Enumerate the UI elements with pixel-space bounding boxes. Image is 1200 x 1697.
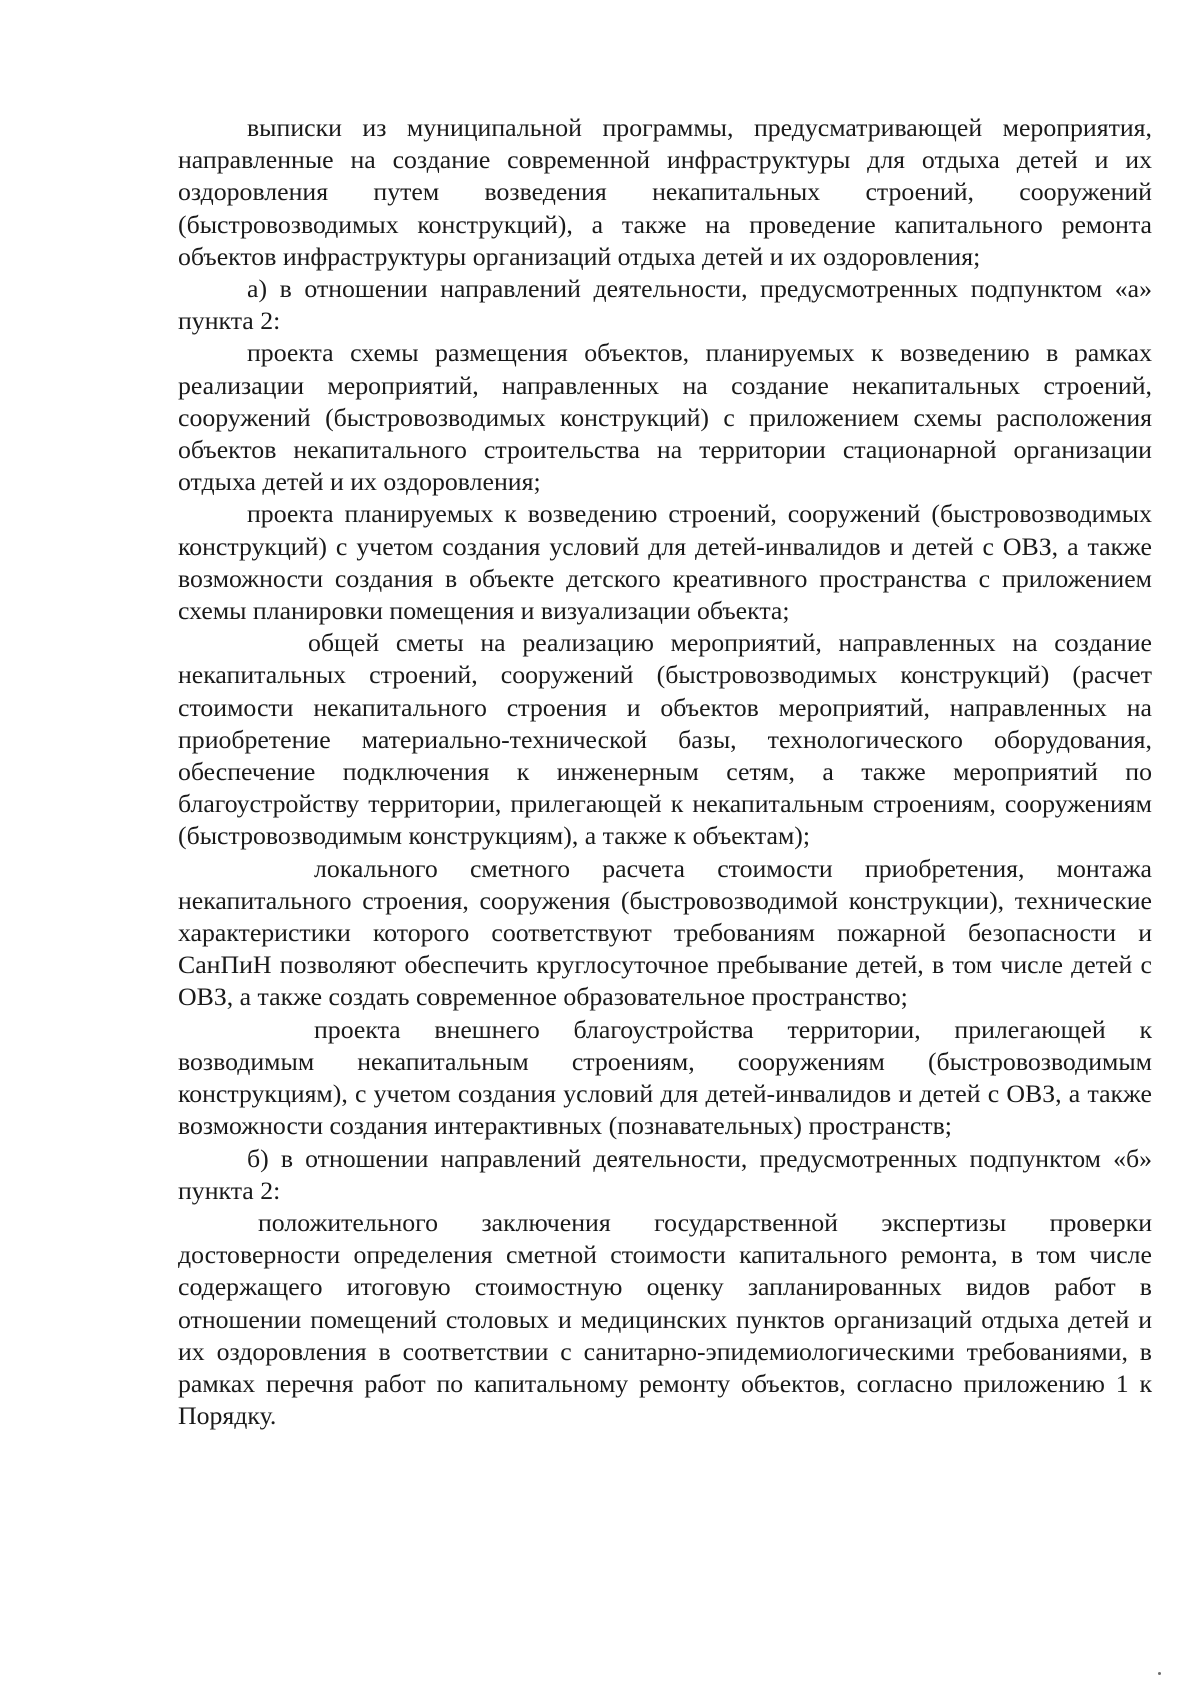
document-body [178, 112, 1152, 1432]
paragraph-placement-scheme: проекта схемы размещения объектов, планируемых к возведению в рамках реализации мероприятий, направленных на создание некапитальных строений, сооружений (быстровозводимых конструкций) с приложением схемы расположения объектов некапитального строительства на территории стационарной организации отдыха детей и их оздоровления; [178, 338, 1152, 497]
paragraph-subitem-a-heading: а) в отношении направлений деятельности, предусмотренных подпунктом «а» пункта 2: [178, 274, 1152, 336]
paragraph-municipal-program-extract: выписки из муниципальной программы, предусматривающей мероприятия, направленные на создание современной инфраструктуры для отдыха детей и их оздоровления путем возведения некапитальных строений, сооружений (быстровозводимых конструкций), а также на проведение капитального ремонта объектов инфраструктуры организаций отдыха детей и их оздоровления; [178, 113, 1152, 271]
paragraph-subitem-b-heading: б) в отношении направлений деятельности, предусмотренных подпунктом «б» пункта 2: [178, 1143, 1152, 1205]
paragraph-local-estimate: локального сметного расчета стоимости приобретения, монтажа некапитального строения, сооружения (быстровозводимой конструкции), технические характеристики которого соответствуют требованиям пожарной безопасности и СанПиН позволяют обеспечить круглосуточное пребывание детей, в том числе детей с ОВЗ, а также создать современное образовательное пространство; [178, 853, 1152, 1012]
paragraph-landscaping-project: проекта внешнего благоустройства территории, прилегающей к возводимым некапитальным строениям, сооружениям (быстровозводимым конструкциям), с учетом создания условий для детей-инвалидов и детей с ОВЗ, а также возможности создания интерактивных (познавательных) пространств; [178, 1014, 1152, 1141]
paragraph-general-estimate: общей сметы на реализацию мероприятий, направленных на создание некапитальных строений, сооружений (быстровозводимых конструкций) (расчет стоимости некапитального строения и объектов мероприятий, направленных на приобретение материально-технической базы, технологического оборудования, обеспечение подключения к инженерным сетям, а также мероприятий по благоустройству территории, прилегающей к некапитальным строениям, сооружениям (быстровозводимым конструкциям), а также к объектам); [178, 628, 1152, 851]
paragraph-state-expertise: положительного заключения государственной экспертизы проверки достоверности определения сметной стоимости капитального ремонта, в том числе содержащего итоговую стоимостную оценку запланированных видов работ в отношении помещений столовых и медицинских пунктов организаций отдыха детей и их оздоровления в соответствии с санитарно-эпидемиологическими требованиями, в рамках перечня работ по капитальному ремонту объектов, согласно приложению 1 к Порядку. [178, 1207, 1152, 1431]
paragraph-building-project: проекта планируемых к возведению строений, сооружений (быстровозводимых конструкций) с учетом создания условий для детей-инвалидов и детей с ОВЗ, а также возможности создания в объекте детского креативного пространства с приложением схемы планировки помещения и визуализации объекта; [178, 499, 1152, 626]
scan-artifact-dot [1158, 1672, 1161, 1675]
